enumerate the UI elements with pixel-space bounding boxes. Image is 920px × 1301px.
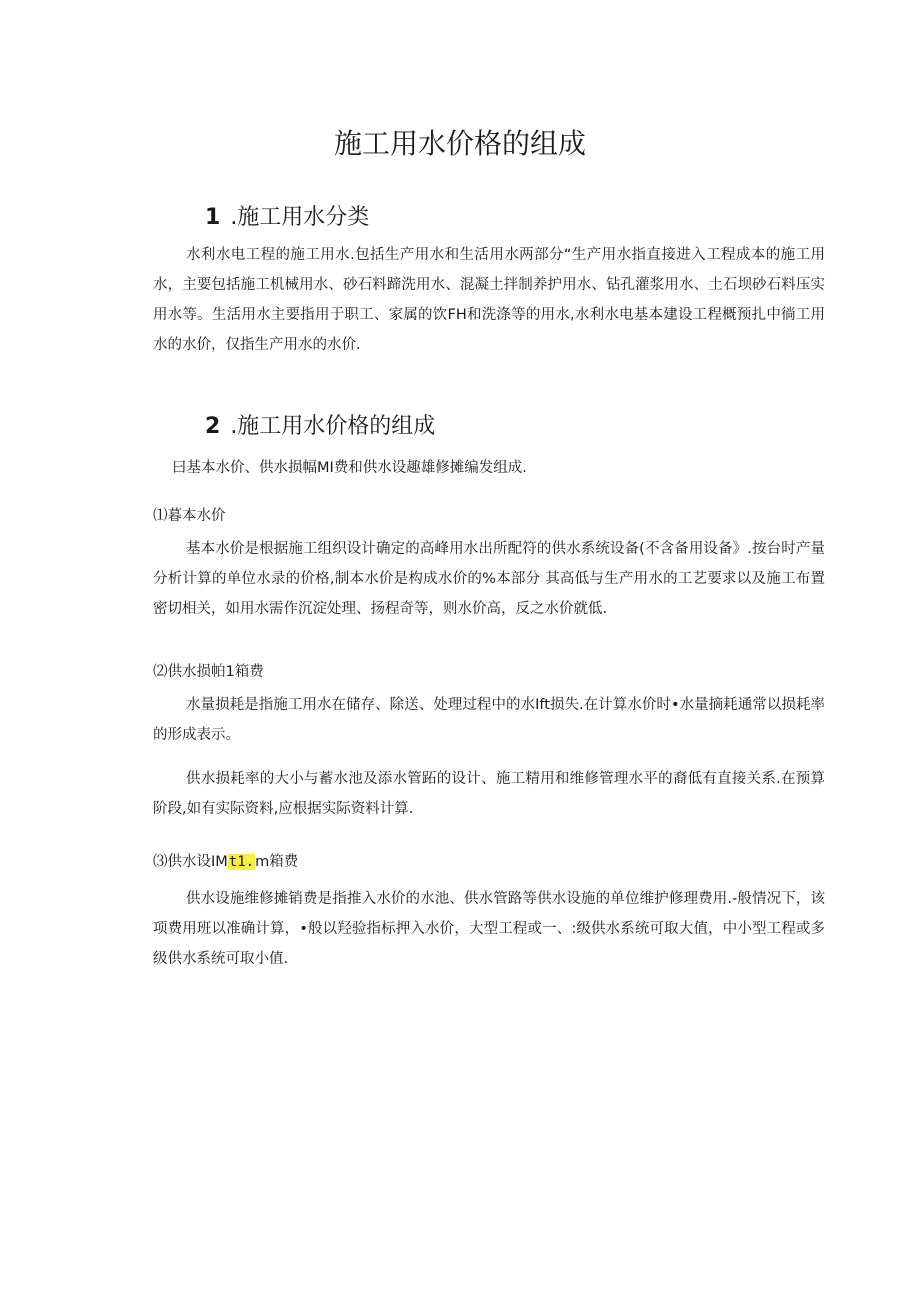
subsection-2-label: ⑵供水损帕1箱费 bbox=[153, 664, 264, 680]
subsection-3-label-start: ⑶供水设IM bbox=[153, 854, 228, 870]
subsection-1-label: ⑴暮本水价 bbox=[153, 508, 226, 524]
section-1-body: 水利水电工程的施工用水.包括生产用水和生活用水两部分“生产用水指直接进入工程成本的施工用水，主要包括施工机械用水、砂石料蹄洗用水、混凝土拌制养护用水、钻孔灌浆用水、土石坝砂石料压实用水等。生活用水主要指用于职工、家属的饮FH和洗涤等的用水,水利水电基本建设工程概预扎中徜工用水的水价，仅指生产用水的水价. bbox=[153, 247, 825, 353]
subsection-3-label-end: m箱费 bbox=[255, 854, 299, 870]
subsection-2-body-2: 供水损耗率的大小与蓄水池及添水管跖的设计、施工精用和维修管理水平的裔低有直接关系.在预算阶段,如有实际资料,应根据实际资料计算. bbox=[153, 771, 825, 817]
subsection-3-body: 供水设施维修摊销费是指推入水价的水池、供水管路等供水设施的单位维护修理费用.-般情况下，该项费用班以准确计算，•般以羟验指标押入水价，大型工程或一、:级供水系统可取大值，中小型工程或多级供水系统可取小值. bbox=[153, 891, 825, 967]
section-1-title: .施工用水分类 bbox=[230, 205, 370, 230]
section-1-heading bbox=[205, 200, 369, 231]
highlighted-text: t1. bbox=[228, 854, 255, 870]
section-2-intro: 曰基本水价、供水损幅MI费和供水设趣雄修摊编发组成. bbox=[172, 460, 527, 476]
section-2-number: 2 bbox=[205, 414, 221, 439]
subsection-2-body-1: 水量损耗是指施工用水在储存、除送、处理过程中的水Ift损失.在计算水价时•水量摘耗通常以损耗率的形成表示。 bbox=[153, 697, 825, 743]
section-1-number: 1 bbox=[205, 205, 221, 230]
document-title: 施工用水价格的组成 bbox=[333, 127, 586, 160]
section-2-heading bbox=[205, 409, 435, 440]
subsection-1-body: 基本水价是根据施工组织设计确定的高峰用水出所配符的供水系统设备(不含备用设备》.按台时产量分析计算的单位水录的价格,制本水价是构成水价的%本部分 其高低与生产用水的工艺要求以及施工布置密切相关，如用水需作沉淀处理、扬程奇等，则水价高，反之水价就低. bbox=[153, 541, 825, 617]
subsection-3-label bbox=[153, 850, 298, 871]
section-2-title: .施工用水价格的组成 bbox=[230, 414, 436, 439]
